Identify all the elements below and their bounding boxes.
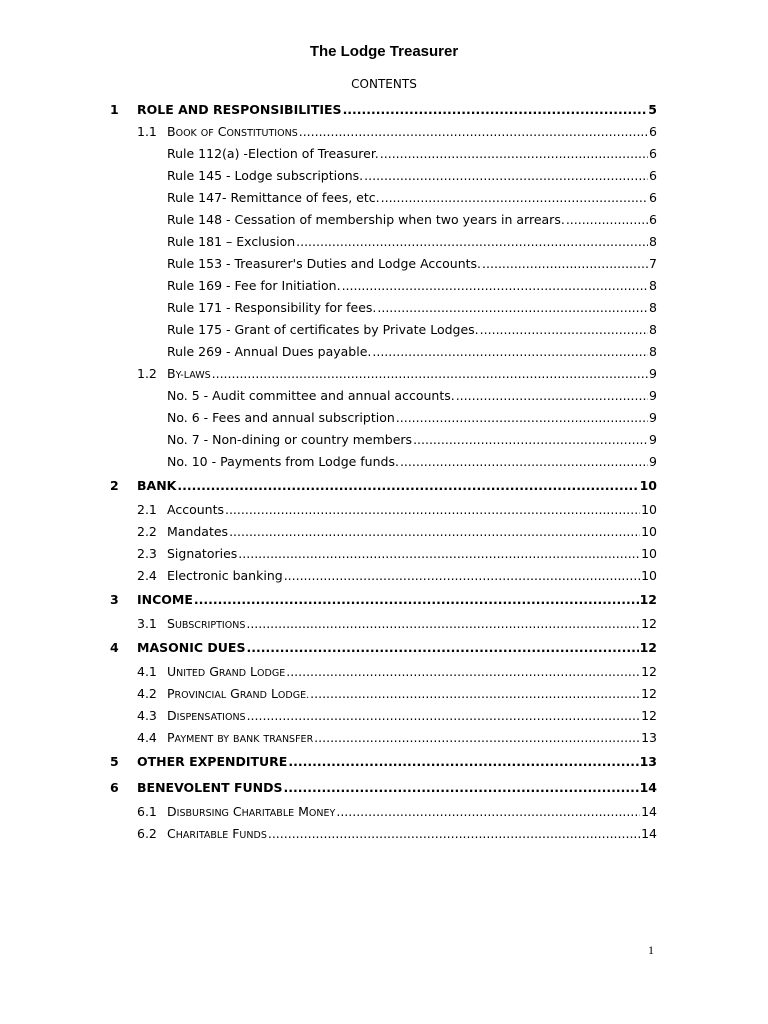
toc-entry-label: PROVINCIAL GRAND LODGE. bbox=[167, 686, 310, 701]
dot-leader bbox=[299, 121, 648, 143]
toc-entry-number: 3 bbox=[110, 592, 119, 607]
dot-leader bbox=[177, 473, 638, 499]
toc-entry-page: 12 bbox=[639, 592, 657, 607]
page-title: The Lodge Treasurer bbox=[309, 43, 459, 60]
toc-entry-page: 9 bbox=[649, 410, 657, 425]
toc-entry-page: 10 bbox=[641, 524, 657, 539]
dot-leader bbox=[336, 801, 640, 823]
toc-entry-page: 6 bbox=[649, 168, 657, 183]
toc-entry[interactable] bbox=[110, 775, 657, 801]
toc-entry-page: 14 bbox=[641, 826, 657, 841]
toc-entry[interactable] bbox=[110, 613, 657, 635]
page-number: 1 bbox=[648, 943, 654, 957]
toc-entry-label: Rule 175 - Grant of certificates by Private Lodges. bbox=[167, 322, 479, 337]
dot-leader bbox=[456, 385, 648, 407]
toc-entry[interactable] bbox=[110, 407, 657, 429]
toc-entry[interactable] bbox=[110, 727, 657, 749]
toc-entry[interactable] bbox=[110, 209, 657, 231]
toc-entry-label: Rule 145 - Lodge subscriptions. bbox=[167, 168, 364, 183]
toc-entry-number: 6 bbox=[110, 780, 119, 795]
dot-leader bbox=[238, 543, 640, 565]
toc-entry-label: DISPENSATIONS bbox=[167, 708, 246, 723]
dot-leader bbox=[194, 587, 639, 613]
toc-entry-label: Rule 112(a) -Election of Treasurer. bbox=[167, 146, 379, 161]
toc-entry-number: 1.1 bbox=[137, 124, 157, 139]
toc-entry-number: 3.1 bbox=[137, 616, 157, 631]
dot-leader bbox=[310, 683, 640, 705]
toc-entry[interactable] bbox=[110, 231, 657, 253]
dot-leader bbox=[372, 341, 648, 363]
toc-entry[interactable] bbox=[110, 683, 657, 705]
toc-entry-number: 6.2 bbox=[137, 826, 157, 841]
toc-entry-page: 14 bbox=[641, 804, 657, 819]
dot-leader bbox=[212, 363, 648, 385]
toc-entry[interactable] bbox=[110, 165, 657, 187]
toc-entry-page: 12 bbox=[639, 640, 657, 655]
toc-entry-page: 8 bbox=[649, 300, 657, 315]
toc-entry-page: 8 bbox=[649, 322, 657, 337]
toc-entry-number: 2.3 bbox=[137, 546, 157, 561]
toc-entry-number: 2.1 bbox=[137, 502, 157, 517]
dot-leader bbox=[380, 143, 648, 165]
toc-entry-label: PAYMENT BY BANK TRANSFER bbox=[167, 730, 314, 745]
dot-leader bbox=[225, 499, 640, 521]
toc-entry[interactable] bbox=[110, 635, 657, 661]
toc-entry-number: 4.3 bbox=[137, 708, 157, 723]
dot-leader bbox=[343, 99, 648, 121]
toc-entry-page: 8 bbox=[649, 234, 657, 249]
dot-leader bbox=[286, 661, 640, 683]
toc-entry-label: Rule 153 - Treasurer's Duties and Lodge Accounts. bbox=[167, 256, 482, 271]
toc-entry-page: 5 bbox=[648, 102, 657, 117]
contents-heading: CONTENTS bbox=[351, 77, 417, 91]
toc-entry[interactable] bbox=[110, 341, 657, 363]
table-of-contents bbox=[110, 99, 657, 845]
toc-entry-page: 6 bbox=[649, 212, 657, 227]
toc-entry-page: 8 bbox=[649, 344, 657, 359]
toc-entry-page: 12 bbox=[641, 616, 657, 631]
toc-entry-page: 13 bbox=[641, 730, 657, 745]
dot-leader bbox=[314, 727, 640, 749]
toc-entry[interactable] bbox=[110, 363, 657, 385]
toc-entry[interactable] bbox=[110, 319, 657, 341]
toc-entry-page: 10 bbox=[639, 478, 657, 493]
toc-entry-label: Rule 169 - Fee for Initiation. bbox=[167, 278, 341, 293]
toc-entry-number: 4.4 bbox=[137, 730, 157, 745]
toc-entry[interactable] bbox=[110, 565, 657, 587]
toc-entry-page: 12 bbox=[641, 708, 657, 723]
toc-entry-number: 6.1 bbox=[137, 804, 157, 819]
toc-entry-label: Rule 171 - Responsibility for fees. bbox=[167, 300, 377, 315]
toc-entry-page: 9 bbox=[649, 454, 657, 469]
toc-entry-label: ROLE AND RESPONSIBILITIES bbox=[137, 102, 342, 117]
toc-entry-label: Signatories bbox=[167, 546, 238, 561]
toc-entry[interactable] bbox=[110, 543, 657, 565]
toc-entry-number: 2.2 bbox=[137, 524, 157, 539]
dot-leader bbox=[413, 429, 648, 451]
toc-entry-label: INCOME bbox=[137, 592, 193, 607]
dot-leader bbox=[377, 297, 648, 319]
toc-entry-label: No. 10 - Payments from Lodge funds. bbox=[167, 454, 399, 469]
toc-entry-label: Rule 269 - Annual Dues payable. bbox=[167, 344, 372, 359]
toc-entry-label: BOOK OF CONSTITUTIONS bbox=[167, 124, 298, 139]
toc-entry[interactable] bbox=[110, 121, 657, 143]
toc-entry-label: Mandates bbox=[167, 524, 229, 539]
toc-entry[interactable] bbox=[110, 253, 657, 275]
toc-entry-page: 6 bbox=[649, 146, 657, 161]
toc-entry-page: 7 bbox=[649, 256, 657, 271]
dot-leader bbox=[246, 613, 640, 635]
toc-entry-number: 4.2 bbox=[137, 686, 157, 701]
dot-leader bbox=[288, 749, 638, 775]
toc-entry[interactable] bbox=[110, 385, 657, 407]
toc-entry-label: No. 6 - Fees and annual subscription bbox=[167, 410, 395, 425]
dot-leader bbox=[342, 275, 648, 297]
dot-leader bbox=[396, 407, 648, 429]
toc-entry[interactable] bbox=[110, 801, 657, 823]
toc-entry[interactable] bbox=[110, 429, 657, 451]
toc-entry-label: CHARITABLE FUNDS bbox=[167, 826, 267, 841]
toc-entry-page: 6 bbox=[649, 124, 657, 139]
toc-entry-page: 10 bbox=[641, 568, 657, 583]
toc-entry-number: 4.1 bbox=[137, 664, 157, 679]
toc-entry-page: 9 bbox=[649, 388, 657, 403]
toc-entry-label: MASONIC DUES bbox=[137, 640, 246, 655]
toc-entry-label: DISBURSING CHARITABLE MONEY bbox=[167, 804, 336, 819]
dot-leader bbox=[482, 253, 648, 275]
toc-entry[interactable] bbox=[110, 275, 657, 297]
toc-entry-label: BANK bbox=[137, 478, 177, 493]
dot-leader bbox=[480, 319, 648, 341]
toc-entry-page: 9 bbox=[649, 432, 657, 447]
dot-leader bbox=[296, 231, 648, 253]
dot-leader bbox=[247, 705, 641, 727]
toc-entry[interactable] bbox=[110, 297, 657, 319]
dot-leader bbox=[364, 165, 648, 187]
toc-entry-label: BENEVOLENT FUNDS bbox=[137, 780, 283, 795]
toc-entry[interactable] bbox=[110, 473, 657, 499]
toc-entry-page: 10 bbox=[641, 546, 657, 561]
toc-entry-number: 5 bbox=[110, 754, 119, 769]
toc-entry[interactable] bbox=[110, 749, 657, 775]
toc-entry-number: 4 bbox=[110, 640, 119, 655]
dot-leader bbox=[246, 635, 638, 661]
toc-entry[interactable] bbox=[110, 823, 657, 845]
toc-entry-label: Rule 148 - Cessation of membership when two years in arrears. bbox=[167, 212, 565, 227]
toc-entry-page: 10 bbox=[641, 502, 657, 517]
toc-entry[interactable] bbox=[110, 187, 657, 209]
toc-entry[interactable] bbox=[110, 661, 657, 683]
toc-entry-number: 1.2 bbox=[137, 366, 157, 381]
toc-entry-number: 2 bbox=[110, 478, 119, 493]
toc-entry[interactable] bbox=[110, 99, 657, 121]
toc-entry-page: 13 bbox=[639, 754, 657, 769]
toc-entry-label: No. 5 - Audit committee and annual accounts. bbox=[167, 388, 455, 403]
toc-entry[interactable] bbox=[110, 451, 657, 473]
toc-entry-page: 9 bbox=[649, 366, 657, 381]
toc-entry[interactable] bbox=[110, 499, 657, 521]
toc-entry[interactable] bbox=[110, 705, 657, 727]
toc-entry-label: Electronic banking bbox=[167, 568, 283, 583]
toc-entry-page: 6 bbox=[649, 190, 657, 205]
toc-entry-label: No. 7 - Non-dining or country members bbox=[167, 432, 413, 447]
dot-leader bbox=[381, 187, 648, 209]
toc-entry-page: 14 bbox=[639, 780, 657, 795]
toc-entry-label: Accounts bbox=[167, 502, 224, 517]
toc-entry[interactable] bbox=[110, 143, 657, 165]
toc-entry-number: 1 bbox=[110, 102, 119, 117]
toc-entry-number: 2.4 bbox=[137, 568, 157, 583]
toc-entry-page: 8 bbox=[649, 278, 657, 293]
dot-leader bbox=[284, 775, 639, 801]
toc-entry[interactable] bbox=[110, 521, 657, 543]
toc-entry-page: 12 bbox=[641, 664, 657, 679]
dot-leader bbox=[229, 521, 640, 543]
toc-entry-label: SUBSCRIPTIONS bbox=[167, 616, 246, 631]
toc-entry-label: Rule 181 – Exclusion bbox=[167, 234, 296, 249]
toc-entry-label: OTHER EXPENDITURE bbox=[137, 754, 288, 769]
dot-leader bbox=[400, 451, 648, 473]
toc-entry-label: Rule 147- Remittance of fees, etc. bbox=[167, 190, 380, 205]
toc-entry-label: BY-LAWS bbox=[167, 366, 211, 381]
dot-leader bbox=[566, 209, 648, 231]
dot-leader bbox=[268, 823, 640, 845]
dot-leader bbox=[284, 565, 640, 587]
toc-entry-label: UNITED GRAND LODGE bbox=[167, 664, 286, 679]
toc-entry[interactable] bbox=[110, 587, 657, 613]
toc-entry-page: 12 bbox=[641, 686, 657, 701]
